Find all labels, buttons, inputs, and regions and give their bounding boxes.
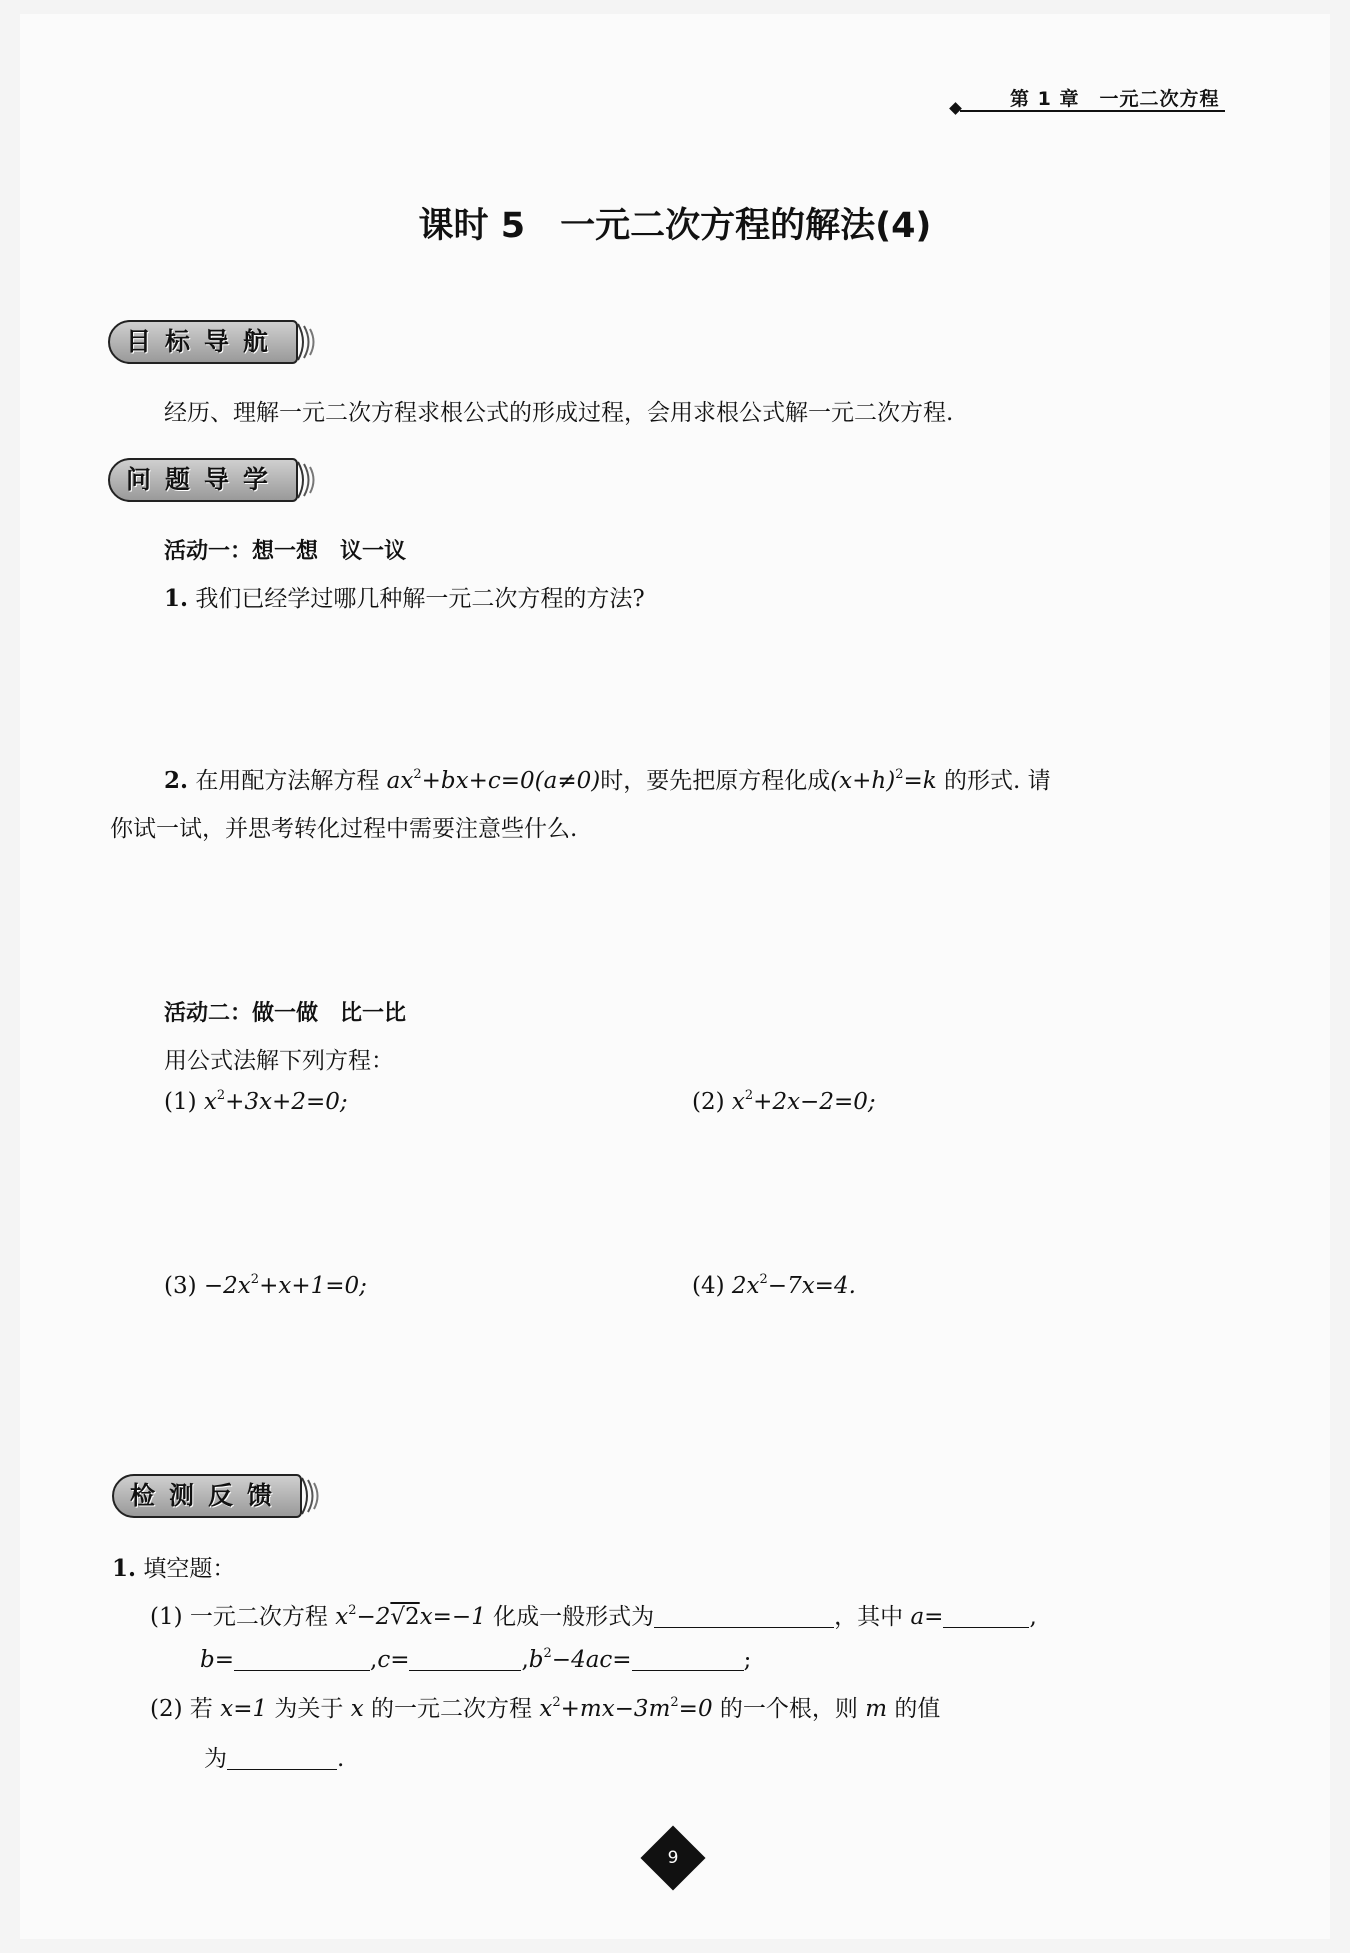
- sub1-text-a: 一元二次方程: [189, 1604, 328, 1630]
- problem-3: [164, 1272, 367, 1299]
- problem-4-number: (4): [692, 1273, 725, 1299]
- sub2-line2-text: 为: [204, 1746, 227, 1772]
- feedback-sub2-line2: 为 .: [204, 1740, 344, 1773]
- activity2-heading: 活动二：做一做 比一比: [164, 1001, 407, 1026]
- sub2-text-b: 为关于: [274, 1696, 344, 1722]
- blank-a[interactable]: [943, 1601, 1029, 1628]
- sub2-var-x: x: [350, 1696, 364, 1722]
- blank-general-form[interactable]: [654, 1601, 834, 1628]
- section-badge-feedback: [112, 1474, 318, 1520]
- equation-general-form: $ax^2+bx+c=0(a\ne 0)$: [386, 767, 601, 794]
- goal-text: 经历、理解一元二次方程求根公式的形成过程，会用求根公式解一元二次方程.: [164, 400, 954, 426]
- var-b: b=: [200, 1647, 234, 1673]
- problem-4-equation: $2x^2-7x=4$.: [731, 1272, 856, 1299]
- blank-m[interactable]: [227, 1743, 337, 1770]
- section-label-goal: 目标导航: [126, 327, 283, 356]
- activity1-heading: 活动一：想一想 议一议: [164, 539, 407, 564]
- question-2-text-b: 时，要先把原方程化成: [600, 768, 831, 794]
- blank-b[interactable]: [234, 1644, 370, 1671]
- question-2-line1: [164, 762, 1051, 795]
- var-c: c=: [377, 1647, 410, 1673]
- problem-3-equation: $-2x^2+x+1=0$;: [203, 1272, 367, 1299]
- badge-arcs-icon: [296, 321, 316, 363]
- question-2-line2: 你试一试，并思考转化过程中需要注意些什么.: [110, 816, 578, 842]
- equation-completed-square: $(x+h)^2=k$: [830, 767, 937, 794]
- question-2-text-a: 在用配方法解方程: [195, 768, 380, 794]
- problem-2-number: (2): [692, 1089, 725, 1115]
- sub1-number: (1): [150, 1604, 183, 1630]
- feedback-sub1-line1: (1) 一元二次方程 $x^2-2√2x=-1$ 化成一般形式为 ，其中 a= ,: [150, 1603, 1037, 1630]
- problem-1: [164, 1088, 348, 1115]
- sub2-text-c: 的一元二次方程: [371, 1696, 533, 1722]
- blank-discriminant[interactable]: [632, 1644, 744, 1671]
- question-1-number: 1.: [164, 585, 189, 612]
- sub2-text-a: 若: [189, 1696, 213, 1722]
- sub1-equation: $x^2-2√2x=-1$: [335, 1603, 486, 1630]
- question-2-text-c: 的形式. 请: [944, 768, 1051, 794]
- sub2-number: (2): [150, 1696, 183, 1722]
- lesson-title: 课时 5 一元二次方程的解法(4): [418, 206, 932, 246]
- page-number: 9: [667, 1848, 679, 1868]
- sub1-text-b: 化成一般形式为: [493, 1604, 655, 1630]
- feedback-q1-number: 1.: [112, 1555, 137, 1582]
- problem-3-number: (3): [164, 1273, 197, 1299]
- problem-2-equation: $x^2+2x-2=0$;: [731, 1088, 876, 1115]
- sub2-text-e: 的值: [894, 1696, 941, 1722]
- section-badge-goal: [108, 320, 314, 366]
- var-a: a=: [910, 1604, 944, 1630]
- sub1-text-c: ，其中: [834, 1604, 904, 1630]
- question-1: [164, 580, 645, 613]
- sub2-x-eq-1: x=1: [220, 1696, 268, 1722]
- sub2-var-m: m: [865, 1696, 888, 1722]
- problem-4: [692, 1272, 856, 1299]
- sub2-equation: $x^2+mx-3m^2=0$: [539, 1695, 713, 1722]
- section-badge-study: [108, 458, 314, 504]
- badge-arcs-icon: [300, 1475, 320, 1517]
- problem-2: [692, 1088, 876, 1115]
- feedback-q1-title: 填空题：: [143, 1556, 236, 1582]
- question-1-text: 我们已经学过哪几种解一元二次方程的方法?: [195, 586, 645, 612]
- blank-c[interactable]: [409, 1644, 521, 1671]
- feedback-sub2-line1: [150, 1690, 940, 1723]
- header-rule: [960, 110, 1225, 112]
- section-label-study: 问题导学: [126, 465, 283, 494]
- section-label-feedback: 检测反馈: [130, 1481, 287, 1510]
- question-2-number: 2.: [164, 767, 189, 794]
- discriminant: $b^2-4ac=$: [528, 1646, 632, 1673]
- problem-1-number: (1): [164, 1089, 197, 1115]
- badge-arcs-icon: [296, 459, 316, 501]
- feedback-sub1-line2: $b= ,c= ,b^2-4ac=$ ;: [200, 1646, 752, 1673]
- problem-1-equation: $x^2+3x+2=0$;: [203, 1088, 348, 1115]
- feedback-question-1: [112, 1550, 235, 1583]
- sub2-text-d: 的一个根，则: [719, 1696, 858, 1722]
- activity2-instruction: 用公式法解下列方程：: [164, 1048, 394, 1074]
- chapter-header: 第 1 章 一元二次方程: [1010, 88, 1220, 110]
